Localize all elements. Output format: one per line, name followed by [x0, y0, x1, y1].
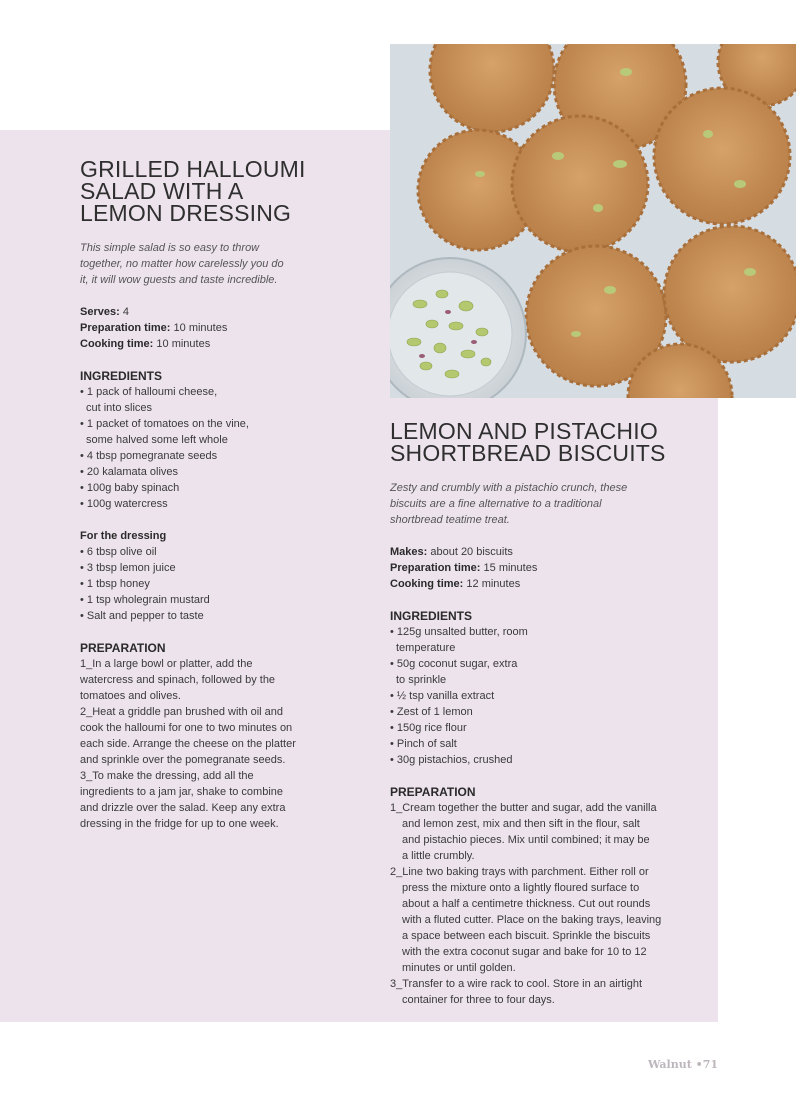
ingredients-heading: INGREDIENTS	[390, 609, 473, 623]
cook-time: Cooking time: 12 minutes	[390, 578, 521, 590]
dressing-heading: For the dressing	[80, 530, 167, 542]
preparation-heading: PREPARATION	[390, 785, 476, 799]
preparation-steps	[390, 800, 710, 1008]
biscuit	[512, 116, 648, 252]
preparation-steps	[80, 656, 380, 832]
list-item: • 125g unsalted butter, room temperature	[390, 626, 528, 654]
page-footer	[600, 1058, 718, 1071]
biscuits-photo	[390, 44, 796, 398]
step-3: 3_To make the dressing, add all the ingredients to a jam jar, shake to combine and drizzle over the salad. Keep any extra dressing in the fridge for up to one week.	[80, 770, 286, 830]
preparation-heading: PREPARATION	[80, 641, 166, 655]
ingredients-list	[390, 624, 710, 768]
list-item: • 1 packet of tomatoes on the vine, some halved some left whole	[80, 418, 249, 446]
list-item: • 30g pistachios, crushed	[390, 754, 513, 766]
list-item: • Pinch of salt	[390, 738, 457, 750]
recipe-meta	[390, 544, 710, 592]
list-item: • 1 tsp wholegrain mustard	[80, 594, 210, 606]
dressing-list	[80, 544, 380, 624]
recipe-title: LEMON AND PISTACHIO SHORTBREAD BISCUITS	[390, 418, 666, 466]
recipe-meta	[80, 304, 380, 352]
prep-time: Preparation time: 10 minutes	[80, 322, 228, 334]
list-item: • 1 pack of halloumi cheese, cut into slices	[80, 386, 218, 414]
list-item: • Salt and pepper to taste	[80, 610, 204, 622]
step-1: 1_Cream together the butter and sugar, add the vanilla and lemon zest, mix and then sift in the flour, salt and pistachio pieces. Mix until combined; it may be a little crumbly.	[390, 802, 657, 862]
biscuit	[654, 88, 790, 224]
prep-time: Preparation time: 15 minutes	[390, 562, 538, 574]
list-item: • Zest of 1 lemon	[390, 706, 473, 718]
separator: •	[695, 1058, 703, 1071]
list-item: • ½ tsp vanilla extract	[390, 690, 495, 702]
halloumi-recipe	[80, 158, 380, 832]
list-item: • 1 tbsp honey	[80, 578, 150, 590]
step-2: 2_Line two baking trays with parchment. Either roll or press the mixture onto a lightly floured surface to about a half a centimetre thickness. Cut out rounds with a fluted cutter. Place on the baking trays, leaving a space between each biscuit. Sprinkle the biscuits with the extra coconut sugar and bake for 10 to 12 minutes or until golden.	[390, 866, 662, 974]
shortbread-recipe	[390, 420, 710, 1008]
list-item: • 150g rice flour	[390, 722, 467, 734]
recipe-intro: Zesty and crumbly with a pistachio crunch, these biscuits are a fine alternative to a traditional shortbread teatime treat.	[390, 482, 628, 526]
list-item: • 100g watercress	[80, 498, 168, 510]
list-item: • 6 tbsp olive oil	[80, 546, 157, 558]
list-item: • 3 tbsp lemon juice	[80, 562, 176, 574]
step-1: 1_In a large bowl or platter, add the watercress and spinach, followed by the tomatoes and olives.	[80, 658, 276, 702]
list-item: • 20 kalamata olives	[80, 466, 179, 478]
step-2: 2_Heat a griddle pan brushed with oil and cook the halloumi for one to two minutes on each side. Arrange the cheese on the platter and sprinkle over the pomegranate seeds.	[80, 706, 296, 766]
makes: Makes: about 20 biscuits	[390, 546, 513, 558]
page-number: 71	[702, 1058, 718, 1071]
list-item: • 4 tbsp pomegranate seeds	[80, 450, 218, 462]
recipe-title: GRILLED HALLOUMI SALAD WITH A LEMON DRESSING	[80, 156, 306, 226]
list-item: • 100g baby spinach	[80, 482, 180, 494]
biscuits-illustration	[390, 44, 796, 398]
cook-time: Cooking time: 10 minutes	[80, 338, 211, 350]
serves: Serves: 4	[80, 306, 129, 318]
brand-name: Walnut	[648, 1058, 692, 1071]
ingredients-heading: INGREDIENTS	[80, 369, 163, 383]
recipe-intro: This simple salad is so easy to throw together, no matter how carelessly you do it, it will wow guests and taste incredible.	[80, 242, 284, 286]
ingredients-list	[80, 384, 380, 512]
list-item: • 50g coconut sugar, extra to sprinkle	[390, 658, 518, 686]
step-3: 3_Transfer to a wire rack to cool. Store in an airtight container for three to four days.	[390, 978, 643, 1006]
biscuit	[664, 226, 796, 362]
